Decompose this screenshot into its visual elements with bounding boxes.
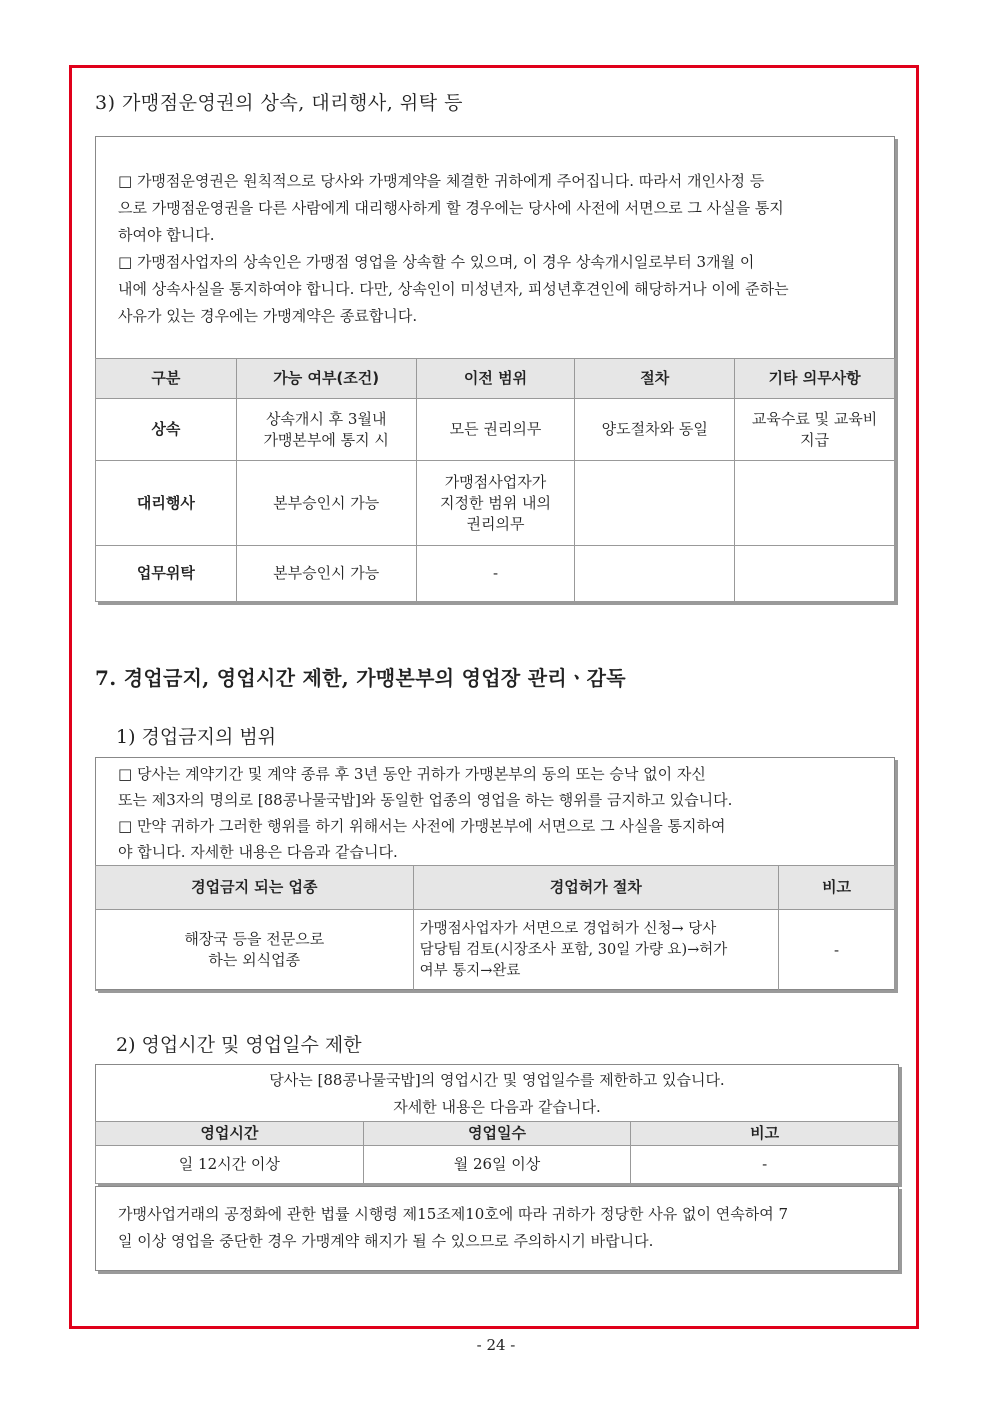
table-cell [735,461,895,546]
table-cell: 대리행사 [96,461,237,546]
succession-table [95,358,895,602]
table-cell [575,546,735,602]
note-line: □ 당사는 계약기간 및 계약 종류 후 3년 동안 귀하가 가맹본부의 동의 또는 승낙 없이 자신 [118,765,706,783]
table-cell: 본부승인시 가능 [236,461,416,546]
note-line: 으로 가맹점운영권을 다른 사람에게 대리행사하게 할 경우에는 당사에 사전에 서면으로 그 사실을 통지 [118,199,784,217]
table-cell: 일 12시간 이상 [96,1146,364,1184]
table-header-row [96,866,895,910]
table-cell [575,461,735,546]
intro-line: 당사는 [88콩나물국밥]의 영업시간 및 영업일수를 제한하고 있습니다. [269,1071,725,1089]
section-3-note [118,168,892,330]
note-line: □ 가맹점운영권은 원칙적으로 당사와 가맹계약을 체결한 귀하에게 주어집니다. 따라서 개인사정 등 [118,172,765,190]
table-header-cell: 영업일수 [363,1122,631,1146]
note-line: □ 만약 귀하가 그러한 행위를 하기 위해서는 사전에 가맹본부에 서면으로 그 사실을 통지하여 [118,817,726,835]
table-cell: 상속 [96,399,237,461]
non-compete-note [118,761,892,865]
note-line: 하여야 합니다. [118,226,215,244]
table-cell: 상속개시 후 3월내 가맹본부에 통지 시 [236,399,416,461]
intro-line: 자세한 내용은 다음과 같습니다. [393,1098,601,1116]
table-header-cell: 기타 의무사항 [735,359,895,399]
table-cell: - [631,1146,899,1184]
note-line: 야 합니다. 자세한 내용은 다음과 같습니다. [118,843,398,861]
note-line: 사유가 있는 경우에는 가맹계약은 종료합니다. [118,307,418,325]
table-cell: - [416,546,575,602]
table-cell: 모든 권리의무 [416,399,575,461]
table-cell: - [779,910,895,991]
table-header-cell: 가능 여부(조건) [236,359,416,399]
table-cell: 가맹점사업자가 지정한 범위 내의 권리의무 [416,461,575,546]
table-cell: 월 26일 이상 [363,1146,631,1184]
table-header-cell: 경업허가 절차 [413,866,779,910]
table-header-cell: 구분 [96,359,237,399]
note-line: 가맹사업거래의 공정화에 관한 법률 시행령 제15조제10호에 따라 귀하가 정당한 사유 없이 연속하여 7 [118,1205,789,1223]
table-cell: 해장국 등을 전문으로 하는 외식업종 [96,910,414,991]
table-cell [735,546,895,602]
table-cell: 교육수료 및 교육비 지급 [735,399,895,461]
table-header-row [96,1122,899,1146]
table-header-row [96,359,895,399]
business-hours-intro [95,1067,899,1121]
suspension-warning-note [118,1201,896,1255]
note-line: 또는 제3자의 명의로 [88콩나물국밥]와 동일한 업종의 영업을 하는 행위를 금지하고 있습니다. [118,791,733,809]
table-row [96,910,895,991]
table-row [96,546,895,602]
subsection-1-heading: 1) 경업금지의 범위 [116,726,277,748]
table-row [96,1146,899,1184]
section-7-heading: 7. 경업금지, 영업시간 제한, 가맹본부의 영업장 관리ㆍ감독 [95,666,626,690]
table-cell: 가맹점사업자가 서면으로 경업허가 신청→ 당사 담당팀 검토(시장조사 포함, 30일 가량 요)→허가 여부 통지→완료 [413,910,779,991]
note-line: 일 이상 영업을 중단한 경우 가맹계약 해지가 될 수 있으므로 주의하시기 바랍니다. [118,1232,654,1250]
table-header-cell: 비고 [779,866,895,910]
table-header-cell: 경업금지 되는 업종 [96,866,414,910]
table-cell: 업무위탁 [96,546,237,602]
non-compete-table [95,865,895,991]
subsection-2-heading: 2) 영업시간 및 영업일수 제한 [116,1034,362,1056]
table-header-cell: 영업시간 [96,1122,364,1146]
table-row [96,461,895,546]
table-cell: 양도절차와 동일 [575,399,735,461]
table-header-cell: 절차 [575,359,735,399]
table-header-cell: 이전 범위 [416,359,575,399]
table-row [96,399,895,461]
note-line: 내에 상속사실을 통지하여야 합니다. 다만, 상속인이 미성년자, 피성년후견인에 해당하거나 이에 준하는 [118,280,789,298]
business-hours-table [95,1121,899,1184]
page-number: - 24 - [476,1336,516,1354]
section-3-heading: 3) 가맹점운영권의 상속, 대리행사, 위탁 등 [95,92,463,114]
table-header-cell: 비고 [631,1122,899,1146]
table-cell: 본부승인시 가능 [236,546,416,602]
note-line: □ 가맹점사업자의 상속인은 가맹점 영업을 상속할 수 있으며, 이 경우 상속개시일로부터 3개월 이 [118,253,755,271]
